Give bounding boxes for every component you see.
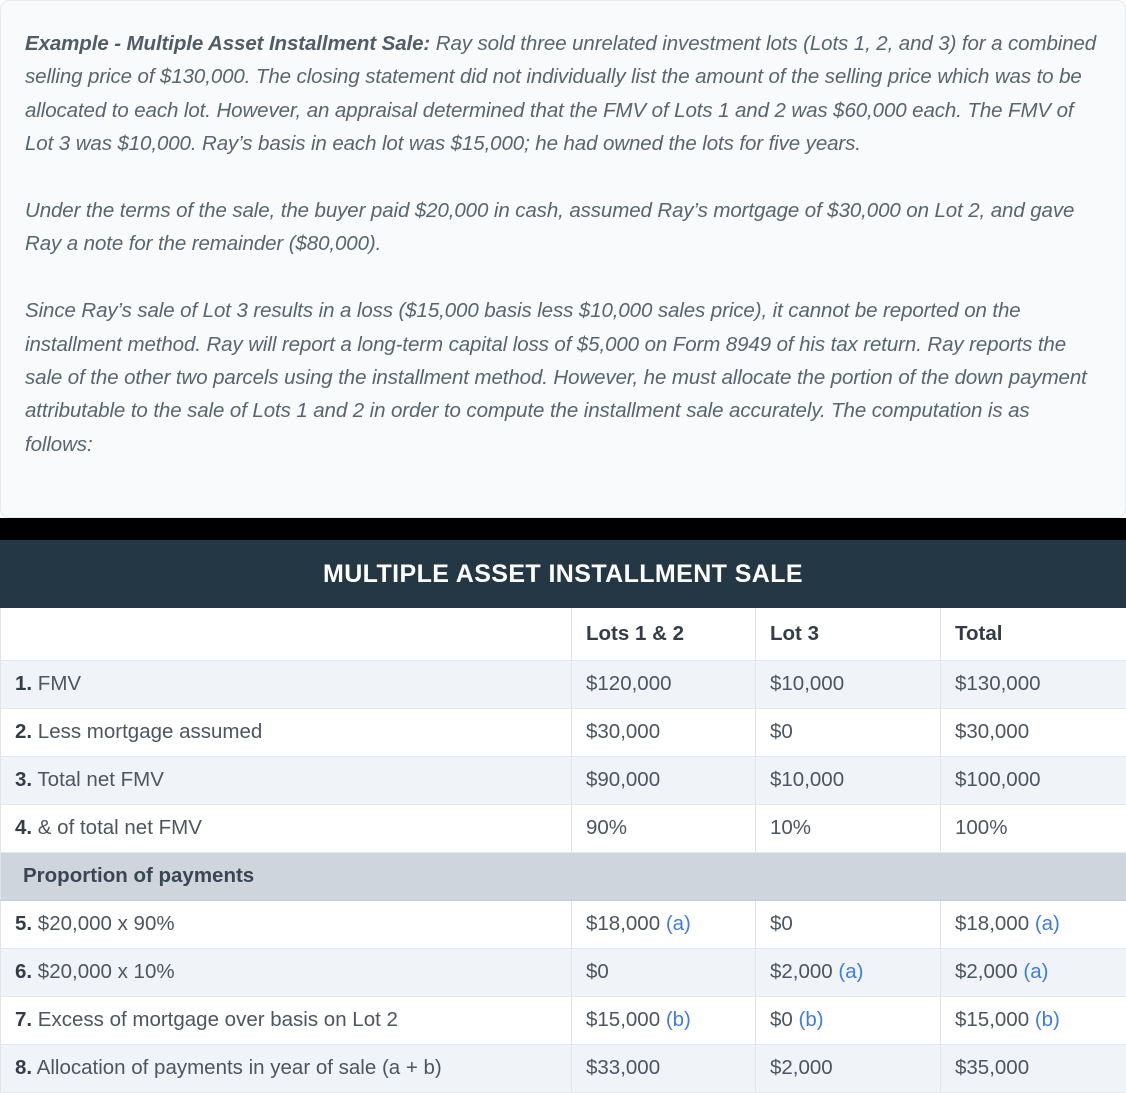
cell-total — [941, 708, 1126, 756]
cell-lots-1-and-2 — [572, 996, 756, 1044]
table-row — [1, 996, 1126, 1044]
row-label: $20,000 x 90% — [32, 912, 174, 935]
cell-lots-1-and-2 — [572, 948, 756, 996]
cell-value: $0 — [586, 960, 609, 983]
table-row — [1, 804, 1126, 852]
table-title: MULTIPLE ASSET INSTALLMENT SALE — [0, 540, 1126, 608]
row-number: 7. — [15, 1008, 32, 1031]
row-label-cell — [1, 900, 572, 948]
cell-value: $30,000 — [955, 720, 1029, 743]
cell-value: $0 — [770, 912, 793, 935]
row-label: Excess of mortgage over basis on Lot 2 — [32, 1008, 398, 1031]
row-label: $20,000 x 10% — [32, 960, 174, 983]
column-header-lot-3: Lot 3 — [756, 608, 941, 660]
table-row — [1, 708, 1126, 756]
example-lead-in: Example - Multiple Asset Installment Sale: — [25, 32, 430, 55]
cell-annotation: (b) — [799, 1008, 824, 1031]
cell-lots-1-and-2 — [572, 900, 756, 948]
table-row — [1, 660, 1126, 708]
table-row — [1, 900, 1126, 948]
section-label: Proportion of payments — [1, 852, 1126, 900]
row-label-cell — [1, 1044, 572, 1092]
row-label-cell — [1, 708, 572, 756]
row-number: 1. — [15, 672, 32, 695]
table-row — [1, 756, 1126, 804]
cell-lot-3 — [756, 948, 941, 996]
cell-value: $18,000 — [955, 912, 1029, 935]
cell-value: $2,000 — [955, 960, 1018, 983]
cell-lot-3 — [756, 996, 941, 1044]
column-header-total: Total — [941, 608, 1126, 660]
cell-lots-1-and-2 — [572, 660, 756, 708]
cell-value: 100% — [955, 816, 1007, 839]
row-label-cell — [1, 756, 572, 804]
table-header-row — [1, 608, 1126, 660]
row-label-cell — [1, 996, 572, 1044]
cell-lot-3 — [756, 708, 941, 756]
cell-lots-1-and-2 — [572, 708, 756, 756]
table-row — [1, 1044, 1126, 1092]
row-label: FMV — [32, 672, 81, 695]
row-label-cell — [1, 948, 572, 996]
cell-annotation: (a) — [1035, 912, 1060, 935]
row-label: Total net FMV — [32, 768, 164, 791]
cell-lots-1-and-2 — [572, 756, 756, 804]
column-header-blank — [1, 608, 572, 660]
cell-annotation: (b) — [1035, 1008, 1060, 1031]
cell-total — [941, 660, 1126, 708]
example-paragraph-1 — [25, 27, 1097, 161]
table-body — [1, 660, 1126, 1092]
row-label-cell — [1, 660, 572, 708]
row-label: Less mortgage assumed — [32, 720, 262, 743]
cell-lots-1-and-2 — [572, 1044, 756, 1092]
cell-annotation: (a) — [838, 960, 863, 983]
row-number: 4. — [15, 816, 32, 839]
example-note-card — [0, 0, 1126, 518]
cell-value: $35,000 — [955, 1056, 1029, 1079]
column-header-lots-1-and-2: Lots 1 & 2 — [572, 608, 756, 660]
cell-value: $15,000 — [586, 1008, 660, 1031]
cell-value: $10,000 — [770, 768, 844, 791]
example-paragraph-2: Under the terms of the sale, the buyer paid $20,000 in cash, assumed Ray’s mortgage of $30,000 on Lot 2, and gave Ray a note for the remainder ($80,000). — [25, 194, 1097, 261]
cell-total — [941, 996, 1126, 1044]
cell-value: $2,000 — [770, 960, 833, 983]
cell-annotation: (b) — [666, 1008, 691, 1031]
cell-lot-3 — [756, 804, 941, 852]
row-number: 8. — [15, 1056, 32, 1079]
cell-total — [941, 756, 1126, 804]
cell-lots-1-and-2 — [572, 804, 756, 852]
row-label-cell — [1, 804, 572, 852]
cell-annotation: (a) — [666, 912, 691, 935]
installment-sale-table — [0, 608, 1126, 1093]
row-number: 2. — [15, 720, 32, 743]
cell-value: $30,000 — [586, 720, 660, 743]
installment-sale-table-section — [0, 540, 1126, 1093]
row-label: Allocation of payments in year of sale (a + b) — [32, 1056, 442, 1079]
section-separator-band — [0, 518, 1126, 540]
cell-total — [941, 1044, 1126, 1092]
cell-value: $15,000 — [955, 1008, 1029, 1031]
row-number: 5. — [15, 912, 32, 935]
cell-total — [941, 900, 1126, 948]
cell-value: $10,000 — [770, 672, 844, 695]
row-number: 6. — [15, 960, 32, 983]
cell-value: $0 — [770, 720, 793, 743]
row-label: & of total net FMV — [32, 816, 202, 839]
table-section-divider-row — [1, 852, 1126, 900]
cell-value: $120,000 — [586, 672, 672, 695]
cell-lot-3 — [756, 660, 941, 708]
cell-value: $18,000 — [586, 912, 660, 935]
cell-annotation: (a) — [1023, 960, 1048, 983]
cell-lot-3 — [756, 756, 941, 804]
cell-lot-3 — [756, 1044, 941, 1092]
cell-total — [941, 804, 1126, 852]
cell-value: $2,000 — [770, 1056, 833, 1079]
cell-total — [941, 948, 1126, 996]
row-number: 3. — [15, 768, 32, 791]
cell-value: 90% — [586, 816, 627, 839]
cell-value: $90,000 — [586, 768, 660, 791]
cell-value: $130,000 — [955, 672, 1041, 695]
cell-value: $0 — [770, 1008, 793, 1031]
cell-lot-3 — [756, 900, 941, 948]
cell-value: 10% — [770, 816, 811, 839]
example-paragraph-1-body: Ray sold three unrelated investment lots (Lots 1, 2, and 3) for a combined selling price of $130,000. The closing statement did not individually list the amount of the selling price which was to be allocated to each lot. However, an appraisal determined that the FMV of Lots 1 and 2 was $60,000 each. The FMV of Lot 3 was $10,000. Ray’s basis in each lot was $15,000; he had owned the lots for five years. — [25, 32, 1096, 155]
cell-value: $100,000 — [955, 768, 1041, 791]
table-row — [1, 948, 1126, 996]
cell-value: $33,000 — [586, 1056, 660, 1079]
example-paragraph-3: Since Ray’s sale of Lot 3 results in a loss ($15,000 basis less $10,000 sales price), it cannot be reported on the installment method. Ray will report a long-term capital loss of $5,000 on Form 8949 of his tax return. Ray reports the sale of the other two parcels using the installment method. However, he must allocate the portion of the down payment attributable to the sale of Lots 1 and 2 in order to compute the installment sale accurately. The computation is as follows: — [25, 294, 1097, 461]
